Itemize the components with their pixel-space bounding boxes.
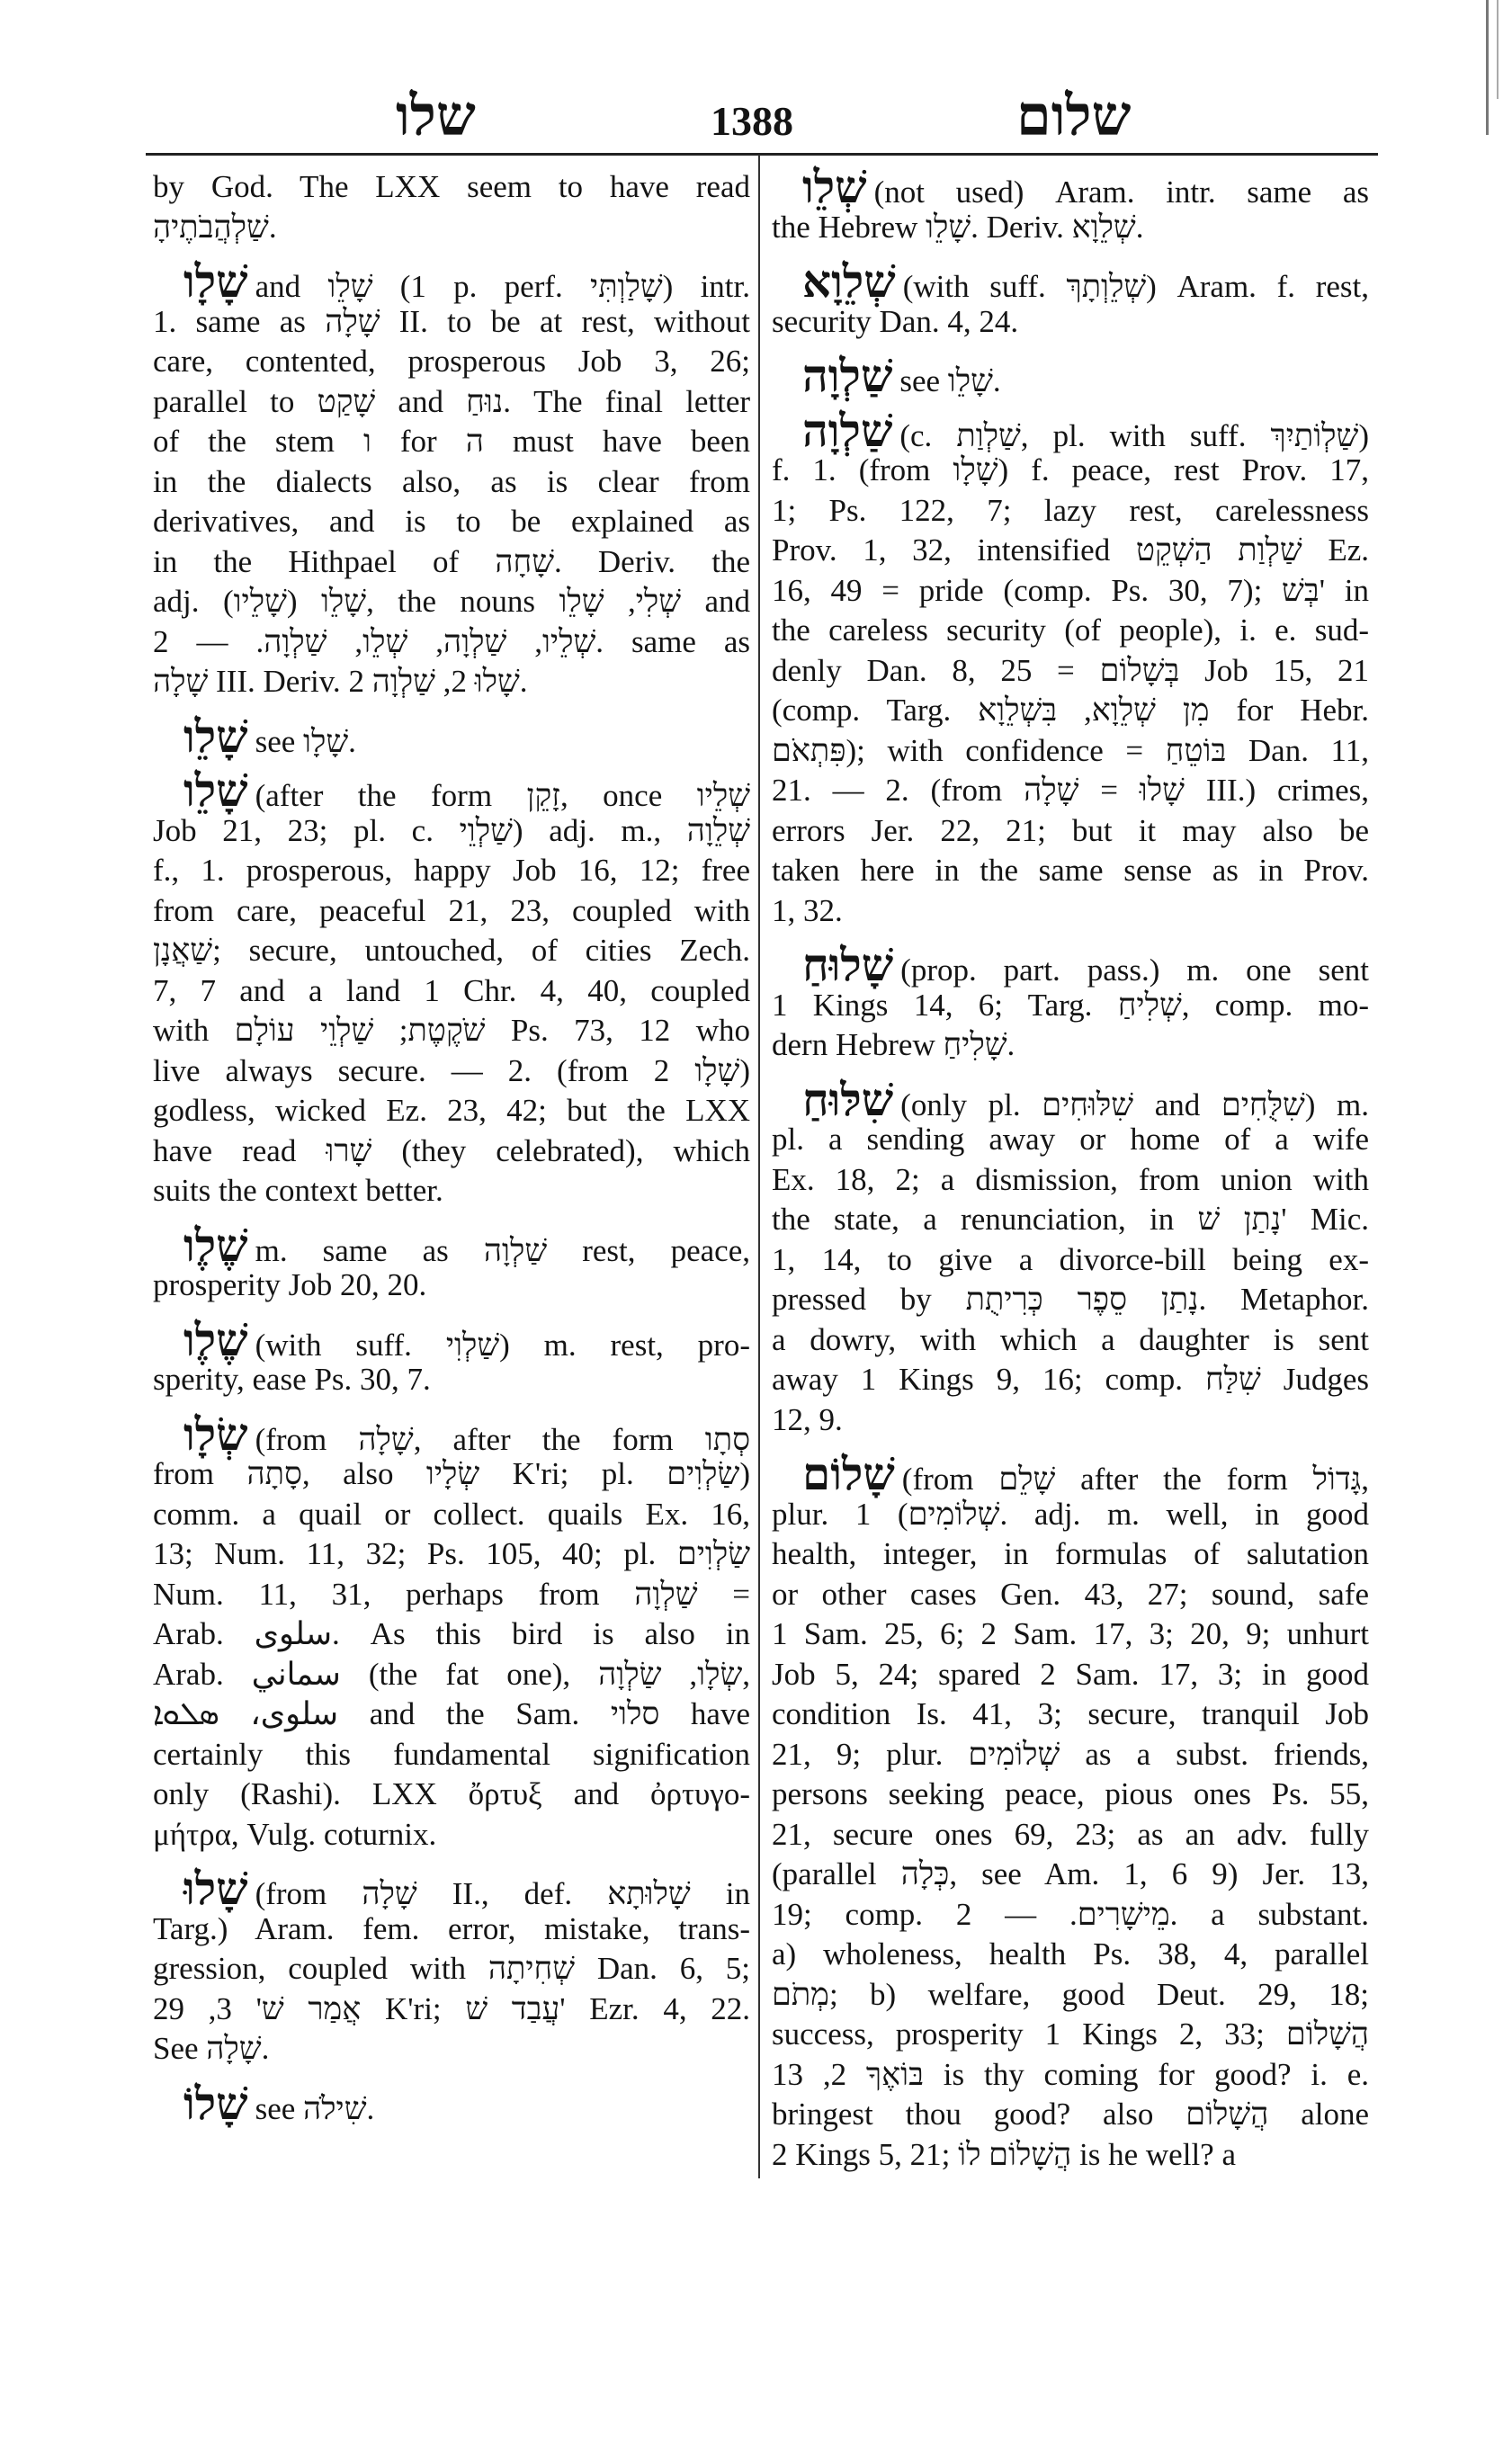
text-line bbox=[153, 711, 750, 762]
entry-text: (comp. Targ. מִן שְׁלֵוָא, בִּשְׁלֵוָא for Hebr. bbox=[772, 693, 1369, 728]
entry-text: bringest thou good? also הֲשָׁלוֹם alone bbox=[772, 2097, 1369, 2132]
entry-text: Arab. سلوى. As this bird is also in bbox=[153, 1616, 750, 1651]
entry-text: certainly this fundamental signification bbox=[153, 1736, 750, 1772]
text-line bbox=[772, 1655, 1369, 1695]
text-line bbox=[153, 1864, 750, 1914]
entry-text: godless, wicked Ez. 23, 42; but the LXX bbox=[153, 1093, 750, 1128]
entry-headword: שִׁלּוּחַ bbox=[802, 1074, 894, 1125]
dictionary-entry bbox=[772, 1449, 1370, 2175]
entry-text: a) wholeness, health Ps. 38, 4, parallel bbox=[772, 1936, 1369, 1972]
text-line bbox=[153, 2078, 750, 2129]
text-line bbox=[153, 422, 750, 462]
entry-headword: שָׁלוּ bbox=[183, 1864, 248, 1914]
text-line bbox=[772, 256, 1369, 307]
text-line bbox=[153, 582, 750, 622]
text-line bbox=[153, 342, 750, 382]
entry-text: Ex. 18, 2; a dismission, from union with bbox=[772, 1161, 1369, 1197]
text-line bbox=[772, 986, 1369, 1026]
entry-text: (from שָׁלָה II., def. שָׁלוּתָא in bbox=[255, 1876, 750, 1911]
text-line bbox=[772, 1400, 1369, 1441]
text-line bbox=[153, 1051, 750, 1092]
text-line bbox=[153, 851, 750, 891]
text-line bbox=[153, 1909, 750, 1950]
entry-text: 21, 9; plur. שְׁלוֹמִים as a subst. friends, bbox=[772, 1736, 1369, 1772]
text-line bbox=[772, 451, 1369, 491]
text-line bbox=[153, 1265, 750, 1306]
dictionary-entry bbox=[772, 162, 1369, 247]
text-line bbox=[153, 811, 750, 852]
entry-text: 1, 32. bbox=[772, 892, 843, 928]
entry-headword: שָׁלָו bbox=[183, 256, 248, 307]
text-line bbox=[153, 1011, 750, 1051]
entry-text: success, prosperity 1 Kings 2, 33; הֲשָׁלוֹם bbox=[772, 2016, 1369, 2052]
entry-text: security Dan. 4, 24. bbox=[772, 303, 1019, 339]
text-line bbox=[772, 691, 1369, 731]
entry-text: and שָׁלֵו (1 p. perf. שָׁלַוְתִּי) intr. bbox=[255, 269, 751, 304]
text-line bbox=[153, 891, 750, 932]
text-line bbox=[153, 1575, 750, 1615]
entry-text: 1; Ps. 122, 7; lazy rest, carelessness bbox=[772, 492, 1369, 528]
entry-text: condition Is. 41, 3; secure, tranquil Job bbox=[772, 1696, 1369, 1731]
dictionary-entry bbox=[153, 1408, 750, 1855]
entry-text: with שֹׁקֶטֶת; שַׁלְוֵי עוֹלָם Ps. 73, 12 who bbox=[153, 1013, 750, 1048]
text-line bbox=[153, 765, 750, 816]
text-line bbox=[772, 1025, 1369, 1066]
entry-text: 16, 49 = pride (comp. Ps. 30, 7); בְּשׁ' in bbox=[772, 572, 1369, 608]
entry-text: pressed by נָתַן סֵפֶר כְּרִיתֻת. Metaphor. bbox=[772, 1282, 1369, 1317]
text-line bbox=[772, 302, 1369, 343]
entry-text: in the dialects also, as is clear from bbox=[153, 463, 750, 499]
text-line bbox=[153, 1735, 750, 1775]
text-line bbox=[153, 1655, 750, 1695]
entry-text: have read שָׁרוּ (they celebrated), which bbox=[153, 1132, 751, 1168]
scan-edge-mark bbox=[1486, 0, 1489, 135]
text-line bbox=[772, 891, 1369, 932]
text-line bbox=[772, 811, 1369, 852]
entry-text: (c. שַׁלְוַת, pl. with suff. שַׁלְוֹתַיִךְ) bbox=[899, 417, 1369, 453]
text-line bbox=[772, 2055, 1369, 2096]
text-line bbox=[153, 1360, 750, 1400]
entry-headword: שְׁלֵו bbox=[802, 162, 867, 212]
entry-text: of the stem ו for ה must have been bbox=[153, 424, 750, 459]
text-line bbox=[153, 542, 750, 583]
entry-text: 13; Num. 11, 32; Ps. 105, 40; pl. שַׂלְוִים bbox=[153, 1536, 750, 1571]
text-line bbox=[153, 1694, 750, 1735]
entry-text: adj. שָׁלֵו (שָׁלֵיו), the nouns שְׁלִי, שָׁלֵו and bbox=[153, 584, 750, 619]
entry-text: Num. 11, 31, perhaps from שַׁלְוָה = bbox=[153, 1576, 750, 1612]
dictionary-entry bbox=[153, 256, 751, 702]
text-line bbox=[772, 1935, 1369, 1975]
entry-headword: שֶׁלֶו bbox=[183, 1314, 248, 1365]
entry-text: מְתֹם; b) welfare, good Deut. 29, 18; bbox=[772, 1976, 1369, 2012]
entry-text: 1. same as שָׁלָה II. to be at rest, without bbox=[153, 303, 751, 339]
entry-text: 7, 7 and a land 1 Chr. 4, 40, coupled bbox=[153, 972, 750, 1008]
entry-text: See שָׁלָה. bbox=[153, 2031, 270, 2066]
entry-text: errors Jer. 22, 21; but it may also be bbox=[772, 812, 1369, 848]
text-line bbox=[772, 351, 1369, 401]
text-line bbox=[153, 302, 750, 343]
entry-text: away 1 Kings 9, 16; comp. שִׁלַּח Judges bbox=[772, 1362, 1370, 1397]
entry-text: health, integer, in formulas of salutation bbox=[772, 1536, 1369, 1571]
text-line bbox=[153, 382, 750, 423]
scan-edge-mark bbox=[1497, 0, 1499, 99]
text-line bbox=[153, 462, 750, 503]
entry-headword: שַׁלְוָה bbox=[802, 351, 893, 401]
entry-text: Targ.) Aram. fem. error, mistake, trans- bbox=[153, 1910, 750, 1946]
dictionary-entry bbox=[153, 765, 751, 1212]
text-line bbox=[772, 1735, 1369, 1775]
entry-text: 1 Kings 14, 6; Targ. שְׁלִיחַ, comp. mo- bbox=[772, 987, 1369, 1023]
entry-text: prosperity Job 20, 20. bbox=[153, 1267, 427, 1302]
entry-headword: שָׁלֵו bbox=[183, 765, 248, 816]
entry-text: the Hebrew שָׁלֵו. Deriv. שְׁלֵוָא. bbox=[772, 209, 1144, 245]
text-line bbox=[153, 502, 750, 542]
text-line bbox=[772, 1280, 1369, 1320]
entry-text: from סָתָה, also שְׂלָיו K'ri; pl. שַׂלְוִים) bbox=[153, 1456, 750, 1491]
text-line bbox=[153, 1495, 750, 1535]
dictionary-entry bbox=[153, 1220, 750, 1306]
entry-text: care, contented, prosperous Job 3, 26; bbox=[153, 344, 750, 379]
entry-text: suits the context better. bbox=[153, 1173, 443, 1208]
entry-text: פִּתְאֹם); with confidence = בּוֹטֵחַ Dan. 11, bbox=[772, 732, 1369, 768]
text-line bbox=[772, 1240, 1369, 1281]
entry-text: denly Dan. 8, 25 = בְּשָׁלוֹם Job 15, 21 bbox=[772, 652, 1370, 688]
entry-text: (with suff. שַׁלְוִי) m. rest, pro- bbox=[255, 1327, 750, 1363]
entry-text: see שִׁילֹה. bbox=[255, 2090, 375, 2126]
entry-text: plur. שְׁלוֹמִים) 1. adj. m. well, in good bbox=[772, 1496, 1370, 1532]
entry-text: derivatives, and is to be explained as bbox=[153, 504, 750, 539]
entry-headword: שְׁלֵוָא bbox=[802, 256, 896, 307]
entry-text: from care, peaceful 21, 23, coupled with bbox=[153, 892, 750, 928]
entry-text: (only pl. שִׁלּוּחִים and שִׁלֻּחִים) m. bbox=[900, 1086, 1369, 1122]
text-line bbox=[772, 571, 1369, 612]
text-line bbox=[153, 1314, 750, 1365]
dictionary-entry bbox=[772, 940, 1369, 1066]
entry-text: שַׁאֲנָן; secure, untouched, of cities Zech. bbox=[153, 933, 750, 968]
entry-text: parallel to שָׁקַט and נוּחַ. The final letter bbox=[153, 383, 751, 419]
text-line bbox=[772, 1775, 1369, 1815]
entry-text: by God. The LXX seem to have read bbox=[153, 169, 750, 204]
text-line bbox=[153, 662, 750, 702]
entry-text: the careless security (of people), i. e. sud- bbox=[772, 612, 1369, 648]
text-line bbox=[772, 651, 1369, 692]
entry-text: سلوى، ܣܠܘܐ and the Sam. סלוי have bbox=[153, 1696, 750, 1731]
entry-text: μήτρα, Vulg. coturnix. bbox=[153, 1816, 437, 1852]
entry-text: Arab. سماني (the fat one), שְׂלָו, שַׂלְוָה, bbox=[153, 1656, 750, 1692]
entry-text: בּוֹאֶךָ 2, 13 is thy coming for good? i. e. bbox=[772, 2056, 1369, 2092]
dictionary-entry bbox=[153, 1314, 750, 1400]
entry-text: Job 21, 23; pl. c. שַׁלְוֵי) adj. m., שְׁלֵוָה bbox=[153, 812, 750, 848]
text-line bbox=[772, 1320, 1369, 1361]
left-column bbox=[153, 167, 750, 2138]
page-number: 1388 bbox=[711, 98, 793, 144]
entry-headword: שְׂלָו bbox=[183, 1408, 248, 1460]
text-line bbox=[153, 167, 750, 208]
text-line bbox=[772, 1975, 1369, 2016]
entry-text: שַׁלְהֲבֹתֶיהָ. bbox=[153, 209, 277, 245]
text-line bbox=[153, 256, 751, 307]
entry-headword: שַׁלְוָה bbox=[802, 405, 893, 456]
entry-text: (parallel כְּלָה, see Am. 1, 6 9) Jer. 13, bbox=[772, 1856, 1369, 1891]
text-line bbox=[772, 2015, 1369, 2055]
text-line bbox=[772, 1074, 1369, 1125]
entry-text: a dowry, with which a daughter is sent bbox=[772, 1321, 1369, 1357]
text-line bbox=[772, 611, 1369, 651]
text-line bbox=[772, 1855, 1369, 1895]
entry-text: dern Hebrew שָׁלִיחַ. bbox=[772, 1027, 1015, 1062]
text-line bbox=[772, 1360, 1369, 1400]
text-line bbox=[772, 1815, 1369, 1855]
entry-text: in the Hithpael of שָׁחָה. Deriv. the bbox=[153, 543, 750, 579]
dictionary-entry bbox=[153, 167, 750, 247]
dictionary-entry bbox=[772, 256, 1369, 342]
text-line bbox=[772, 1614, 1369, 1655]
entry-text: live always secure. — 2. (from שָׁלָו 2) bbox=[153, 1052, 750, 1088]
text-line bbox=[153, 1131, 750, 1172]
entry-text: sperity, ease Ps. 30, 7. bbox=[153, 1362, 431, 1397]
text-line bbox=[153, 1990, 750, 2030]
entry-text: שָׁלָה III. Deriv. שָׁלוּ 2, שַׁלְוָה 2. bbox=[153, 664, 528, 699]
text-line bbox=[772, 162, 1369, 212]
text-line bbox=[153, 622, 750, 663]
entry-text: 12, 9. bbox=[772, 1401, 843, 1437]
text-line bbox=[772, 1449, 1369, 1499]
entry-text: see שָׁלֵו. bbox=[899, 363, 1001, 398]
entry-text: 1 Sam. 25, 6; 2 Sam. 17, 3; 20, 9; unhurt bbox=[772, 1616, 1369, 1651]
entry-text: Prov. 1, 32, intensified שַׁלְוַת הַשְׁקֵט Ez. bbox=[772, 532, 1369, 568]
entry-text: 21, secure ones 69, 23; as an adv. fully bbox=[772, 1816, 1369, 1852]
text-line bbox=[153, 931, 750, 971]
text-line bbox=[772, 1694, 1369, 1735]
entry-text: שְׁלֵיו, שַׁלְוָה, שְׁלֵו, שַׁלְוָה. — 2. same as bbox=[153, 623, 750, 659]
entry-text: 1, 14, to give a divorce-bill being ex- bbox=[772, 1241, 1369, 1277]
text-line bbox=[153, 1091, 750, 1131]
running-head-left: שלו bbox=[396, 86, 476, 148]
text-line bbox=[153, 971, 750, 1012]
text-line bbox=[772, 208, 1369, 248]
entry-text: אֲמַר שׁ' 3, 29 K'ri; עֲבַד שׁ' Ezr. 4, 22. bbox=[153, 1990, 751, 2026]
entry-text: (prop. part. pass.) m. one sent bbox=[900, 952, 1369, 988]
dictionary-entry bbox=[772, 1074, 1370, 1441]
text-line bbox=[153, 1949, 750, 1990]
text-line bbox=[772, 1160, 1369, 1201]
entry-text: (not used) Aram. intr. same as bbox=[873, 174, 1369, 210]
dictionary-entry bbox=[153, 2078, 750, 2129]
text-line bbox=[772, 1534, 1369, 1575]
text-line bbox=[772, 771, 1369, 811]
dictionary-entry bbox=[772, 405, 1370, 932]
text-line bbox=[153, 1171, 750, 1212]
text-line bbox=[772, 1120, 1369, 1160]
text-line bbox=[153, 1775, 750, 1815]
entry-text: 2 Kings 5, 21; הֲשָׁלוֹם לוֹ is he well? a bbox=[772, 2136, 1236, 2172]
text-line bbox=[772, 1200, 1369, 1240]
entry-text: 21. — 2. (from שָׁלוּ = שָׁלָה III.) crimes, bbox=[772, 773, 1369, 808]
text-line bbox=[153, 1534, 750, 1575]
entry-text: taken here in the same sense as in Prov. bbox=[772, 853, 1369, 888]
text-line bbox=[153, 1815, 750, 1855]
entry-headword: שֶׁלֶו bbox=[183, 1220, 248, 1271]
entry-text: see שָׁלָו. bbox=[255, 723, 356, 759]
text-line bbox=[153, 1408, 750, 1460]
text-line bbox=[772, 940, 1369, 990]
text-line bbox=[153, 1220, 750, 1271]
text-line bbox=[772, 531, 1369, 571]
entry-text: m. same as שַׁלְוָה rest, peace, bbox=[255, 1232, 750, 1268]
entry-headword: שָׁלֵו bbox=[183, 711, 248, 762]
dictionary-entry bbox=[153, 1864, 751, 2070]
entry-text: (with suff. שְׁלֵוְתָךְ) Aram. f. rest, bbox=[902, 269, 1369, 304]
entry-text: or other cases Gen. 43, 27; sound, safe bbox=[772, 1576, 1369, 1612]
entry-text: f. 1. (from שָׁלָו) f. peace, rest Prov. 17, bbox=[772, 452, 1369, 487]
entry-text: gression, coupled with שְׁחִיתָה Dan. 6, 5; bbox=[153, 1951, 750, 1986]
text-line bbox=[772, 1495, 1369, 1535]
entry-text: f., 1. prosperous, happy Job 16, 12; free bbox=[153, 853, 750, 888]
entry-headword: שָׁלוֹ bbox=[183, 2078, 248, 2129]
text-line bbox=[772, 1895, 1369, 1936]
entry-text: (after the form זָקֵן, once שְׁלֵיו bbox=[255, 778, 750, 813]
text-line bbox=[153, 1454, 750, 1495]
entry-text: (from שָׁלֵם after the form גָּדוֹל, bbox=[901, 1462, 1369, 1497]
dictionary-entry bbox=[153, 711, 750, 762]
text-line bbox=[772, 1575, 1369, 1615]
entry-text: comm. a quail or collect. quails Ex. 16, bbox=[153, 1496, 750, 1532]
entry-text: only (Rashi). LXX ὄρτυξ and ὀρτυγο- bbox=[153, 1776, 750, 1811]
entry-headword: שָׁלוֹם bbox=[802, 1449, 895, 1499]
entry-text: persons seeking peace, pious ones Ps. 55, bbox=[772, 1776, 1369, 1811]
entry-text: 19; comp. מֵישָׁרִים. — 2. a substant. bbox=[772, 1896, 1369, 1932]
text-line bbox=[153, 208, 750, 248]
header-rule bbox=[146, 153, 1378, 156]
entry-text: the state, a renunciation, in נָתַן שׁ' Mic. bbox=[772, 1202, 1369, 1237]
column-divider bbox=[758, 155, 760, 2178]
entry-text: (from שָׁלָה, after the form סְתָו bbox=[255, 1421, 750, 1457]
text-line bbox=[772, 2135, 1369, 2176]
text-line bbox=[772, 405, 1369, 456]
text-line bbox=[153, 1614, 750, 1655]
text-line bbox=[772, 491, 1369, 532]
entry-text: Job 5, 24; spared 2 Sam. 17, 3; in good bbox=[772, 1656, 1369, 1692]
right-column bbox=[772, 162, 1370, 2189]
text-line bbox=[772, 851, 1369, 891]
running-head-right: שלום bbox=[1016, 86, 1132, 148]
text-line bbox=[772, 731, 1369, 772]
entry-text: pl. a sending away or home of a wife bbox=[772, 1122, 1369, 1157]
text-line bbox=[153, 2029, 750, 2070]
text-line bbox=[772, 2095, 1369, 2135]
dictionary-entry bbox=[772, 351, 1369, 401]
entry-headword: שָׁלוּחַ bbox=[802, 940, 894, 990]
